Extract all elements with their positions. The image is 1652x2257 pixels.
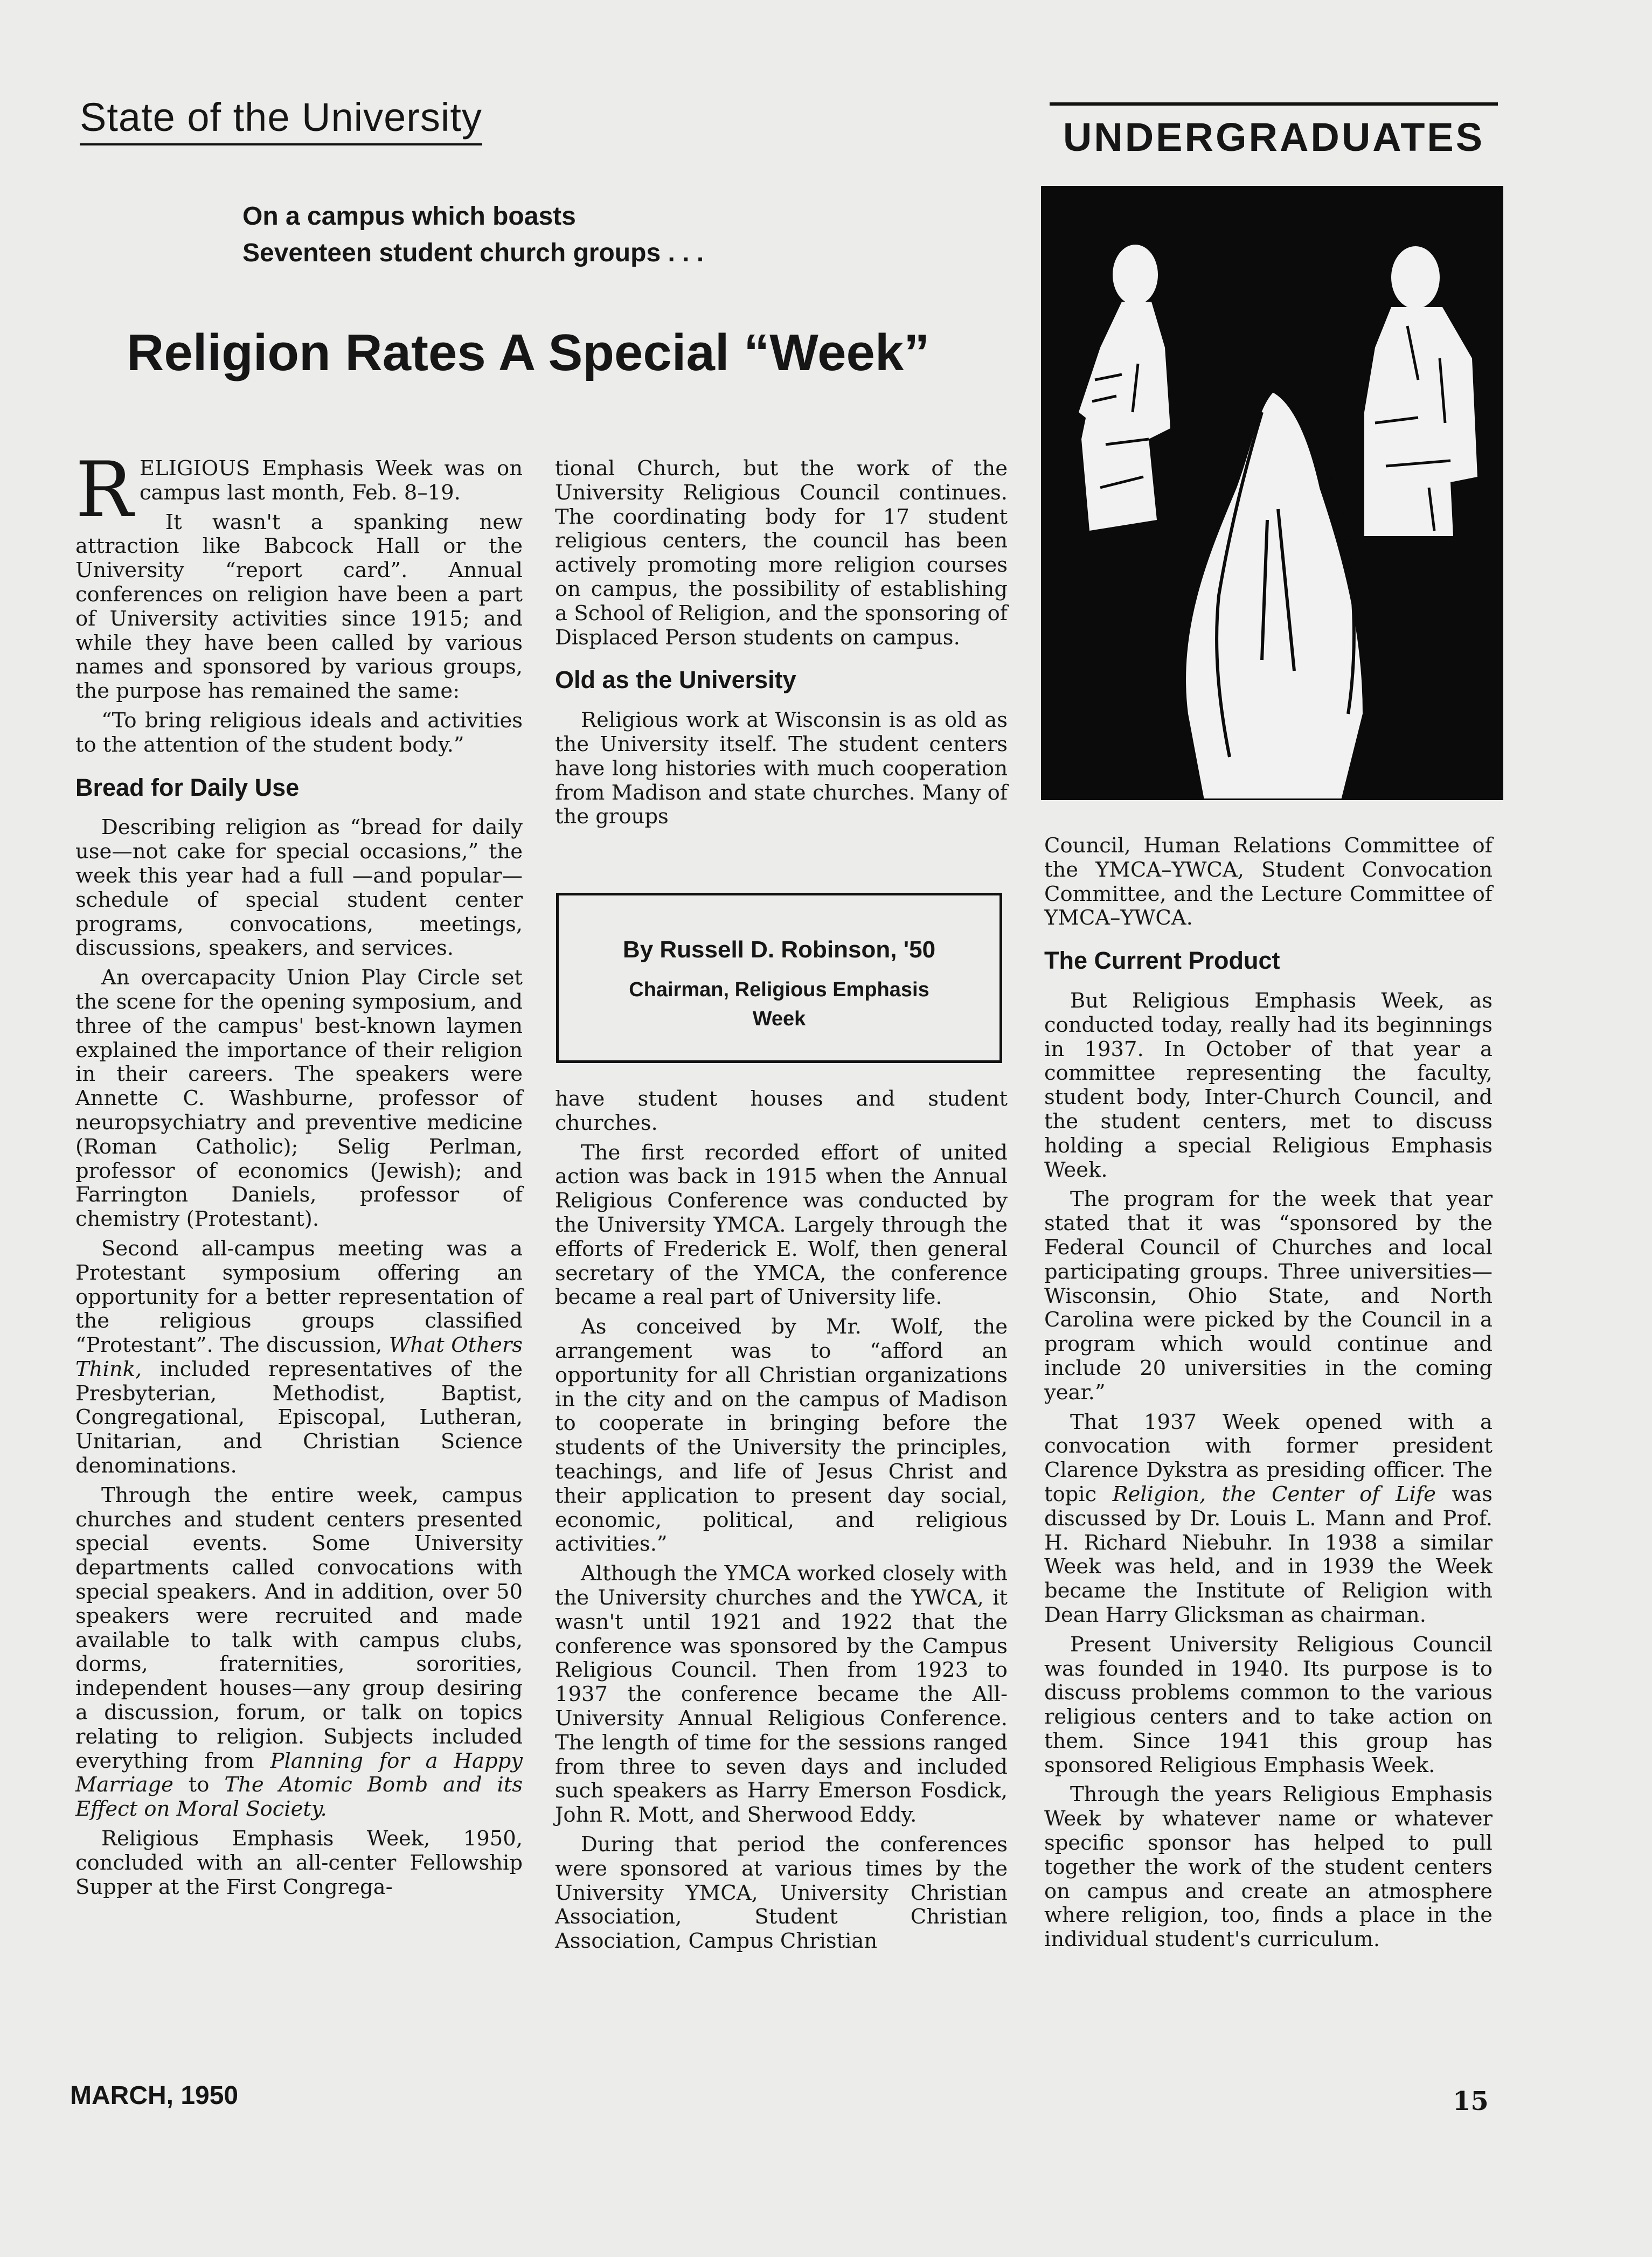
column-label-rule [1050,102,1498,106]
paragraph: But Religious Emphasis Week, as conducted today, really had its beginnings in 1937. In October of that year a committee representing the faculty, student body, Inter-Church Council, and the student centers, met to discuss holding a special Religious Emphasis Week. [1044,988,1493,1182]
article-column-3 [1044,834,1493,1957]
paragraph: The first recorded effort of united action was back in 1915 when the Annual Religious Conference was conducted by the University YMCA. Largely through the efforts of Frederick E. Wolf, then general secretary of the YMCA, the conference became a real part of University life. [555,1140,1008,1310]
paragraph: have student houses and student churches. [555,1087,1008,1135]
paragraph: Describing religion as “bread for daily use—not cake for special occasions,” the week this year had a full —and popular—schedule of special student center programs, convocations, meetings, discussions, speakers, and services. [75,815,523,961]
title-happy-marriage: Planning for a Happy Marriage [75,1748,523,1797]
paragraph: An overcapacity Union Play Circle set the scene for the opening symposium, and three of the campus' best-known laymen explained the importance of their religion in their careers. The speakers were Annette C. Washburne, professor of neuropsychiatry and preventive medicine (Roman Catholic); Selig Perlman, professor of economics (Jewish); and Farrington Daniels, professor of chemistry (Protestant). [75,966,523,1232]
article-column-1 [75,446,523,1905]
column-label: UNDERGRADUATES [1063,115,1485,159]
paragraph: As conceived by Mr. Wolf, the arrangement was to “afford an opportunity for all Christian organizations in the city and on the campus of Madison to cooperate in bringing before the students of the University the principles, teachings, and life of Jesus Christ and their application to present day social, economic, political, and religious activities.” [555,1315,1008,1557]
praying-hands-illustration-icon [1041,186,1503,800]
page-number: 15 [1453,2086,1489,2116]
title-religion-center-of-life: Religion, the Center of Life [1112,1482,1436,1506]
paragraph: During that period the conferences were sponsored at various times by the University YMCA, University Christian Association, Student Christian Association, Campus Christian [555,1832,1008,1954]
paragraph: Through the entire week, campus churches and student centers presented special events. Some University departments called convocations with special speakers. And in addition, over 50 speakers were recruited and made available to talk with campus clubs, dorms, fraternities, sororities, independent houses—any group desiring a discussion, forum, or talk on topics relating to religion. Subjects included everything from Planning for a Happy Marriage to The Atomic Bomb and its Effect on Moral Society. [75,1483,523,1822]
paragraph: The program for the week that year stated that it was “sponsored by the Federal Council of Churches and local participating groups. Three universities—Wisconsin, Ohio State, and North Carolina were picked by the Council in a program which would continue and include 20 universities in the coming year.” [1044,1187,1493,1405]
byline-box [556,893,1002,1063]
headline: Religion Rates A Special “Week” [127,324,930,381]
paragraph: Religious Emphasis Week, 1950, concluded with an all-center Fellowship Supper at the First Congrega- [75,1827,523,1899]
paragraph: That 1937 Week opened with a convocation with former president Clarence Dykstra as presiding officer. The topic Religion, the Center of Life was discussed by Dr. Louis L. Mann and Prof. H. Richard Niebuhr. In 1938 a similar Week was held, and in 1939 the Week became the Institute of Religion with Dean Harry Glicksman as chairman. [1044,1409,1493,1627]
lead-paragraph: RELIGIOUS Emphasis Week was on campus last month, Feb. 8–19. [75,446,523,534]
paragraph: Second all-campus meeting was a Protestant symposium offering an opportunity for a better representation of the religious groups classified “Protestant”. The discussion, What Others Think, included representatives of the Presbyterian, Methodist, Baptist, Congregational, Episcopal, Lutheran, Unitarian, and Christian Science denominations. [75,1236,523,1478]
title-what-others-think: What Others Think, [75,1333,523,1381]
issue-date: MARCH, 1950 [70,2081,239,2110]
paragraph: It wasn't a spanking new attraction like Babcock Hall or the University “report card”. Annual conferences on religion have been a part of University activities since 1915; and while they have been called by various names and sponsored by various groups, the purpose has remained the same: [75,510,523,704]
paragraph: Although the YMCA worked closely with the University churches and the YWCA, it wasn't until 1921 and 1922 that the conference was sponsored by the Campus Religious Council. Then from 1923 to 1937 the conference became the All-University Annual Religious Conference. The length of time for the sessions ranged from three to seven days and included such speakers as Harry Emerson Fosdick, John R. Mott, and Sherwood Eddy. [555,1561,1008,1828]
article-column-2-continued [555,1087,1008,1959]
kicker-line-2: Seventeen student church groups . . . [242,239,704,267]
subhead-bread: Bread for Daily Use [75,773,300,801]
subhead-current: The Current Product [1044,947,1280,975]
paragraph: Present University Religious Council was founded in 1940. Its purpose is to discuss problems common to the various religious centers and to take action on them. Since 1941 this group has sponsored Religious Emphasis Week. [1044,1632,1493,1777]
article-column-2 [555,457,1008,835]
title-atomic-bomb: The Atomic Bomb and its Effect on Moral Society. [75,1773,523,1822]
subhead-old: Old as the University [555,666,796,694]
quote-paragraph: “To bring religious ideals and activities to the attention of the student body.” [75,708,523,757]
paragraph: Through the years Religious Emphasis Week by whatever name or whatever specific sponsor has helped to pull together the work of the student centers on campus and create an atmosphere where religion, too, finds a place in the individual student's curriculum. [1044,1782,1493,1952]
byline-role: Chairman, Religious Emphasis Week [629,978,929,1030]
drop-cap: R [75,446,133,534]
paragraph: Religious work at Wisconsin is as old as the University itself. The student centers have long histories with much cooperation from Madison and state churches. Many of the groups [555,708,1008,829]
paragraph: tional Church, but the work of the University Religious Council continues. The coordinating body for 17 student religious centers, the council has been actively promoting more religion courses on campus, the possibility of establishing a School of Religion, and the sponsoring of Displaced Person students on campus. [555,456,1008,650]
kicker [242,198,704,272]
kicker-line-1: On a campus which boasts [242,202,576,231]
section-label: State of the University [80,94,482,145]
byline-author: By Russell D. Robinson, '50 [622,936,936,963]
paragraph: Council, Human Relations Committee of the YMCA–YWCA, Student Convocation Committee, and the Lecture Committee of YMCA–YWCA. [1044,834,1493,930]
